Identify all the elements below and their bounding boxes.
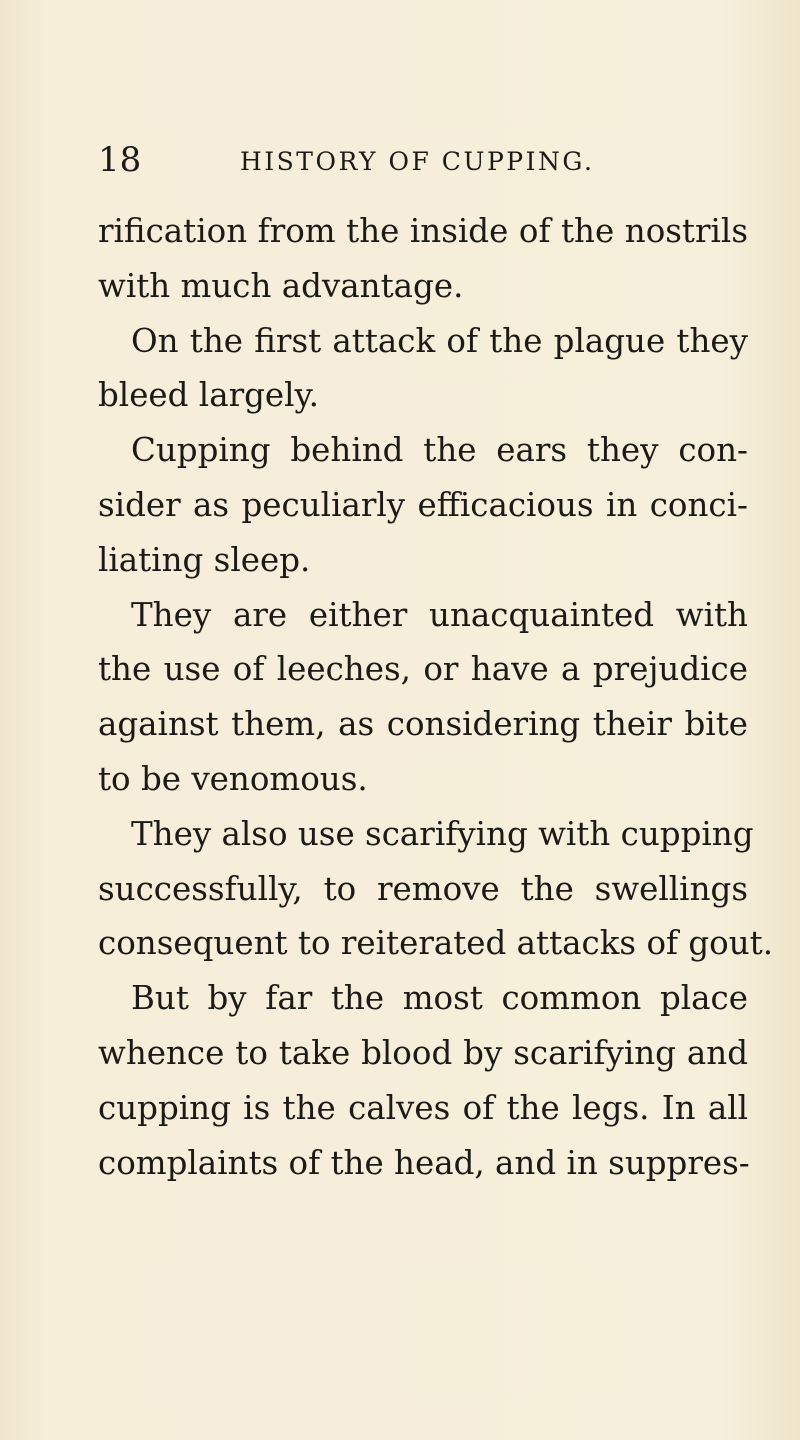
text-line: sider as peculiarly efficacious in conci- [98,485,748,524]
text-line: cupping is the calves of the legs. In all [98,1088,748,1127]
text-line: But by far the most common place [131,979,748,1018]
text-line: successfully, to remove the swellings [98,869,748,908]
body-text [98,208,774,1194]
text-line: complaints of the head, and in suppres- [98,1143,750,1182]
text-line: They are either unacquainted with [131,595,748,634]
text-line: On the first attack of the plague they [131,321,748,360]
text-line: to be venomous. [98,759,368,798]
text-line: whence to take blood by scarifying and [98,1033,748,1072]
text-line: bleed largely. [98,376,319,415]
running-head: HISTORY OF CUPPING. [240,147,595,176]
text-line: They also use scarifying with cupping [131,814,754,853]
page-header [98,138,738,182]
text-line: with much advantage. [98,266,464,305]
text-line: against them, as considering their bite [98,705,748,744]
text-line: the use of leeches, or have a prejudice [98,650,748,689]
text-line: rification from the inside of the nostrils [98,212,748,250]
text-line: liating sleep. [98,540,311,579]
text-line: consequent to reiterated attacks of gout. [98,924,774,963]
page-number: 18 [98,140,142,180]
text-line: Cupping behind the ears they con- [131,431,748,470]
